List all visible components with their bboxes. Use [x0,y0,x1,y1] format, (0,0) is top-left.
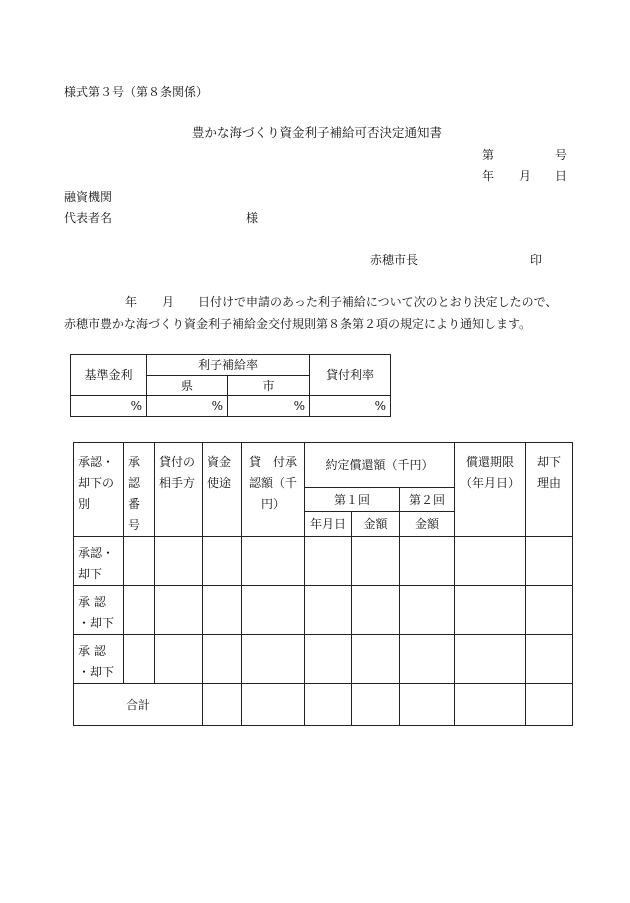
fund-use-header: 資金使途 [203,443,242,537]
doc-date-year: 年 [482,169,495,183]
subsidy-rate-header: 利子補給率 [147,355,310,376]
doc-date-month: 月 [519,169,532,183]
prefecture-header: 県 [147,376,228,396]
table-row [74,586,573,635]
row-status-3: 承 認 ・却下 [74,635,124,684]
approval-number-header: 承認番号 [124,443,155,537]
page-title: 豊かな海づくり資金利子補給可否決定通知書 [192,125,443,140]
approved-amount-header: 貸 付承認額（千円） [242,443,305,537]
issuer-title: 赤穂市長 [370,253,419,267]
city-header: 市 [228,376,310,396]
form-number: 様式第３号（第８条関係） [64,85,209,99]
loan-rate-cell: % [310,396,391,417]
second-installment-header: 第２回 [400,488,455,512]
body-month: 月 [162,295,175,309]
doc-date-day: 日 [555,169,568,183]
table-row [74,635,573,684]
total-label: 合計 [74,684,203,726]
recipient-honorific: 様 [246,211,259,225]
body-line1: 日付けで申請のあった利子補給について次のとおり決定したので、 [198,295,558,309]
base-rate-header: 基準金利 [71,355,147,396]
city-rate-cell: % [228,396,310,417]
body-line2: 赤穂市豊かな海づくり資金利子補給金交付規則第８条第２項の規定により通知します。 [64,317,532,331]
reject-reason-header: 却下理由 [526,443,573,537]
second-amount-header: 金額 [400,512,455,537]
total-row [74,684,573,726]
repayment-header: 約定償還額（千円） [305,443,455,488]
issuer-seal: 印 [530,253,543,267]
decision-table [73,442,573,726]
prefecture-rate-cell: % [147,396,228,417]
approval-type-header: 承認・却下の別 [74,443,124,537]
deadline-header: 償還期限（年月日） [455,443,526,537]
doc-number-suffix: 号 [555,148,568,162]
doc-number-prefix: 第 [482,148,495,162]
recipient-representative: 代表者名 [64,211,113,225]
lender-header: 貸付の相手方 [155,443,203,537]
first-amount-header: 金額 [352,512,400,537]
loan-rate-header: 貸付利率 [310,355,391,396]
body-year: 年 [125,295,138,309]
row-status-1: 承認・却下 [74,537,124,586]
row-status-2: 承 認 ・却下 [74,586,124,635]
first-date-header: 年月日 [305,512,352,537]
recipient-institution: 融資機関 [64,190,113,204]
first-installment-header: 第１回 [305,488,400,512]
base-rate-cell: % [71,396,147,417]
rate-table [70,354,391,417]
table-row [74,537,573,586]
